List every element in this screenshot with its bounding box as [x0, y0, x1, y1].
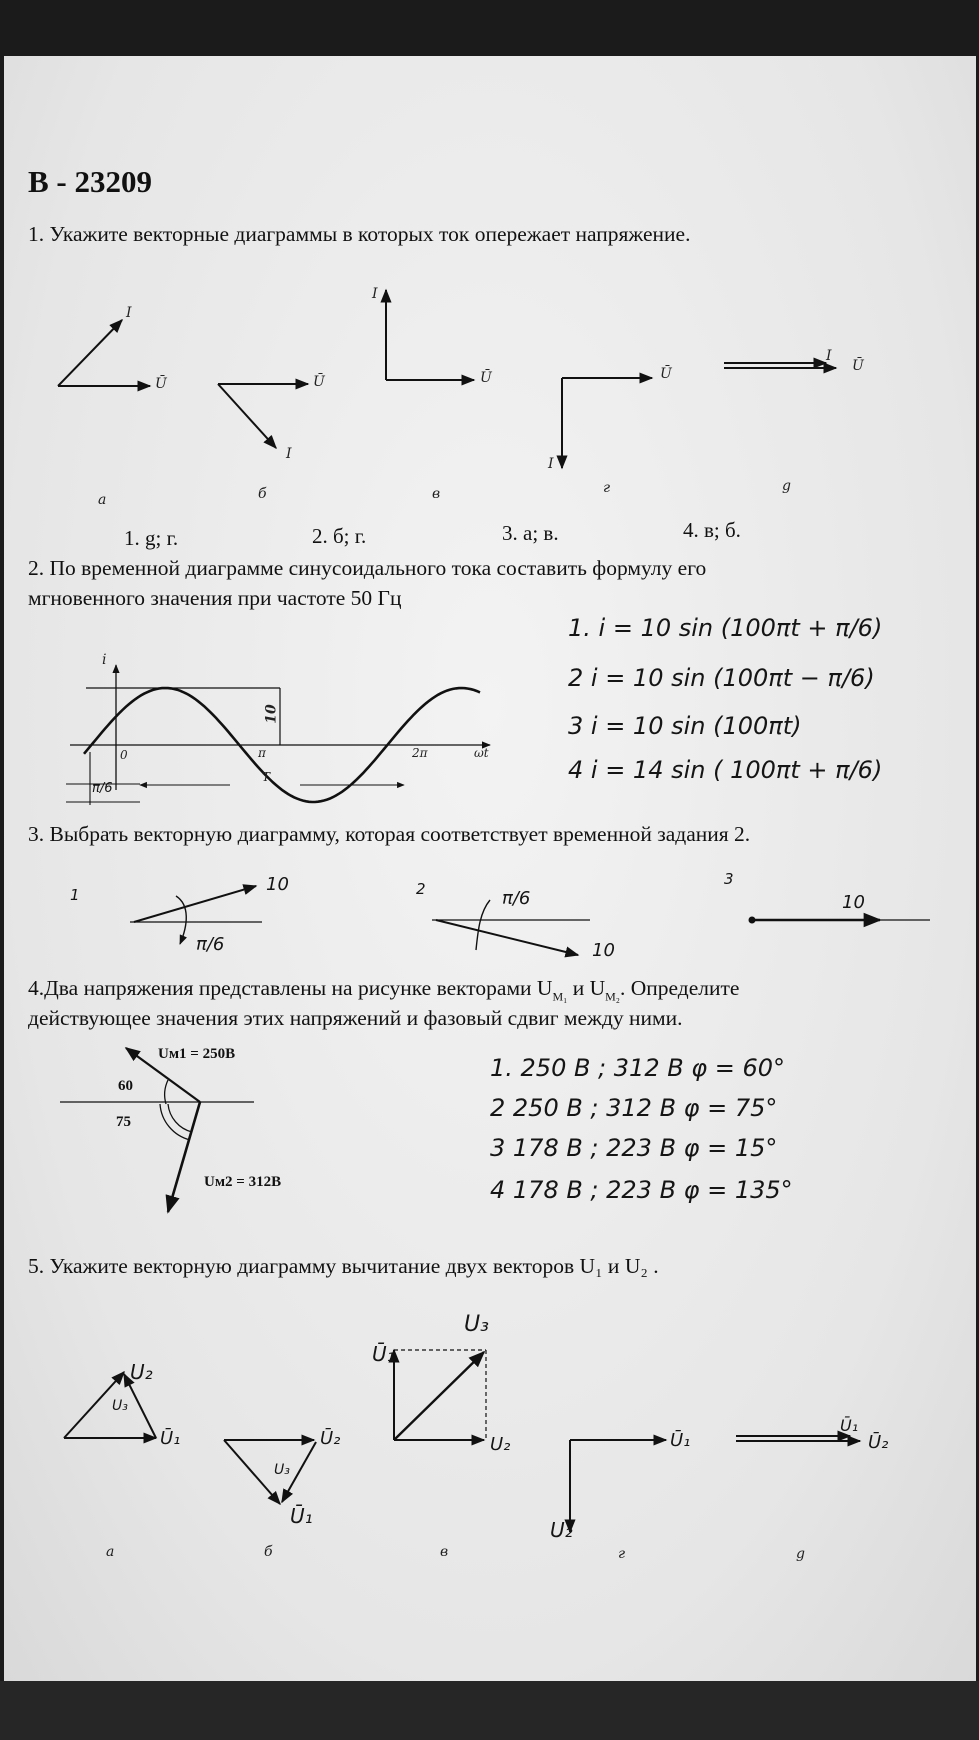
q5a-u3-label: U₃ — [112, 1398, 128, 1414]
q1v-i-label: I — [372, 286, 378, 302]
q1-letter-b: б — [258, 486, 267, 502]
q1a-u-label: Ū — [155, 376, 167, 392]
q5g-u2-label: U₂ — [550, 1518, 573, 1542]
q5b-u1-label: Ū₁ — [290, 1504, 313, 1528]
q2-y-label: i — [102, 652, 107, 668]
q1-option-1[interactable]: 1. g; г. — [124, 526, 179, 550]
q5d-u1-label: Ū₁ — [840, 1416, 859, 1435]
q5-letter-v: в — [440, 1544, 449, 1560]
q1-letter-v: в — [432, 486, 441, 502]
question-4-line2: действующее значения этих напряжений и фазовый сдвиг между ними. — [28, 1006, 683, 1030]
q5b-u3-label: U₃ — [274, 1462, 290, 1478]
q3-diag1-angle: π/6 — [196, 934, 225, 955]
question-5-text: 5. Укажите векторную диаграмму вычитание двух векторов U₁ и U₂ . — [28, 1254, 659, 1278]
q5v-u1-label: Ū₁ — [372, 1342, 395, 1366]
q1-option-4[interactable]: 4. в; б. — [683, 518, 741, 542]
q3-diag3-magnitude: 10 — [842, 892, 865, 913]
q2-answer-3[interactable]: 3 i = 10 sin (100πt) — [568, 712, 802, 740]
q4-um1-label: Uм1 = 250В — [158, 1046, 236, 1062]
q2-2pi-label: 2π — [412, 746, 428, 760]
q1-letter-g: г — [603, 480, 611, 496]
q3-diag2-magnitude: 10 — [592, 940, 615, 961]
q5b-u2-label: Ū₂ — [320, 1428, 341, 1449]
q4-answer-3[interactable]: 3 178 В ; 223 В φ = 15° — [490, 1134, 778, 1162]
q1d-i-label: I — [826, 348, 832, 364]
q3-diag2-angle: π/6 — [502, 888, 531, 909]
q5-letter-g: г — [618, 1546, 626, 1562]
question-4-line1: 4.Два напряжения представлены на рисунке векторами $U_{M_1}$ и $U_{M_2}$. Определите — [28, 976, 740, 1004]
q5v-u2-label: U₂ — [490, 1434, 511, 1455]
q1g-u-label: Ū — [660, 366, 672, 382]
q1-letter-a: а — [98, 492, 107, 508]
q2-answer-4[interactable]: 4 i = 14 sin ( 100πt + π/6) — [568, 756, 883, 784]
question-1-text: 1. Укажите векторные диаграммы в которых ток опережает напряжение. — [28, 222, 691, 246]
q1a-i-label: I — [126, 305, 132, 321]
q5a-u2-label: U₂ — [130, 1360, 153, 1384]
q3-diag2-number: 2 — [416, 880, 426, 898]
q1b-i-label: I — [286, 446, 292, 462]
q2-period-label: T — [262, 770, 271, 784]
q4-answer-1[interactable]: 1. 250 В ; 312 В φ = 60° — [490, 1054, 786, 1082]
q1d-u-label: Ū — [852, 358, 864, 374]
q4-angle-75-label: 75 — [116, 1114, 131, 1130]
q5-letter-a: а — [106, 1544, 115, 1560]
q2-pi-label: π — [258, 746, 266, 760]
q1-letter-d: g — [782, 478, 791, 494]
q3-diag1-number: 1 — [70, 886, 80, 904]
q2-x-label: ωt — [474, 746, 489, 760]
q2-answer-1[interactable]: 1. i = 10 sin (100πt + π/6) — [568, 614, 883, 642]
q5v-u3-vector — [394, 1352, 484, 1440]
variant-code: В - 23209 — [28, 164, 152, 199]
q5-letter-d: g — [796, 1546, 805, 1562]
q1v-u-label: Ū — [480, 370, 492, 386]
q5v-u3-label: U₃ — [464, 1312, 489, 1337]
q5g-u1-label: Ū₁ — [670, 1430, 691, 1451]
q4-um2-label: Uм2 = 312В — [204, 1174, 282, 1190]
q2-origin-label: 0 — [120, 748, 128, 762]
question-2-line1: 2. По временной диаграмме синусоидального тока составить формулу его — [28, 556, 707, 580]
q5b-u1-vector — [224, 1440, 280, 1504]
q2-phase-label: π/6 — [92, 781, 113, 796]
q2-amplitude-label: 10 — [263, 704, 280, 724]
question-2-line2: мгновенного значения при частоте 50 Гц — [28, 586, 402, 610]
q1-option-2[interactable]: 2. б; г. — [312, 524, 367, 548]
q3-diag1-magnitude: 10 — [266, 874, 289, 895]
q4-answer-4[interactable]: 4 178 В ; 223 В φ = 135° — [490, 1176, 793, 1204]
question-3-text: 3. Выбрать векторную диаграмму, которая соответствует временной задания 2. — [28, 822, 751, 846]
q5-letter-b: б — [264, 1544, 273, 1560]
q2-answer-2[interactable]: 2 i = 10 sin (100πt − π/6) — [568, 664, 875, 692]
q5d-u2-label: Ū₂ — [868, 1432, 889, 1453]
q4-answer-2[interactable]: 2 250 В ; 312 В φ = 75° — [490, 1094, 778, 1122]
q5a-u1-label: Ū₁ — [160, 1428, 181, 1449]
q4-angle-60-label: 60 — [118, 1078, 133, 1094]
q1g-i-label: I — [548, 456, 554, 472]
q3-diag3-number: 3 — [724, 870, 734, 888]
q1b-u-label: Ū — [313, 374, 325, 390]
q1-option-3[interactable]: 3. а; в. — [502, 521, 559, 545]
